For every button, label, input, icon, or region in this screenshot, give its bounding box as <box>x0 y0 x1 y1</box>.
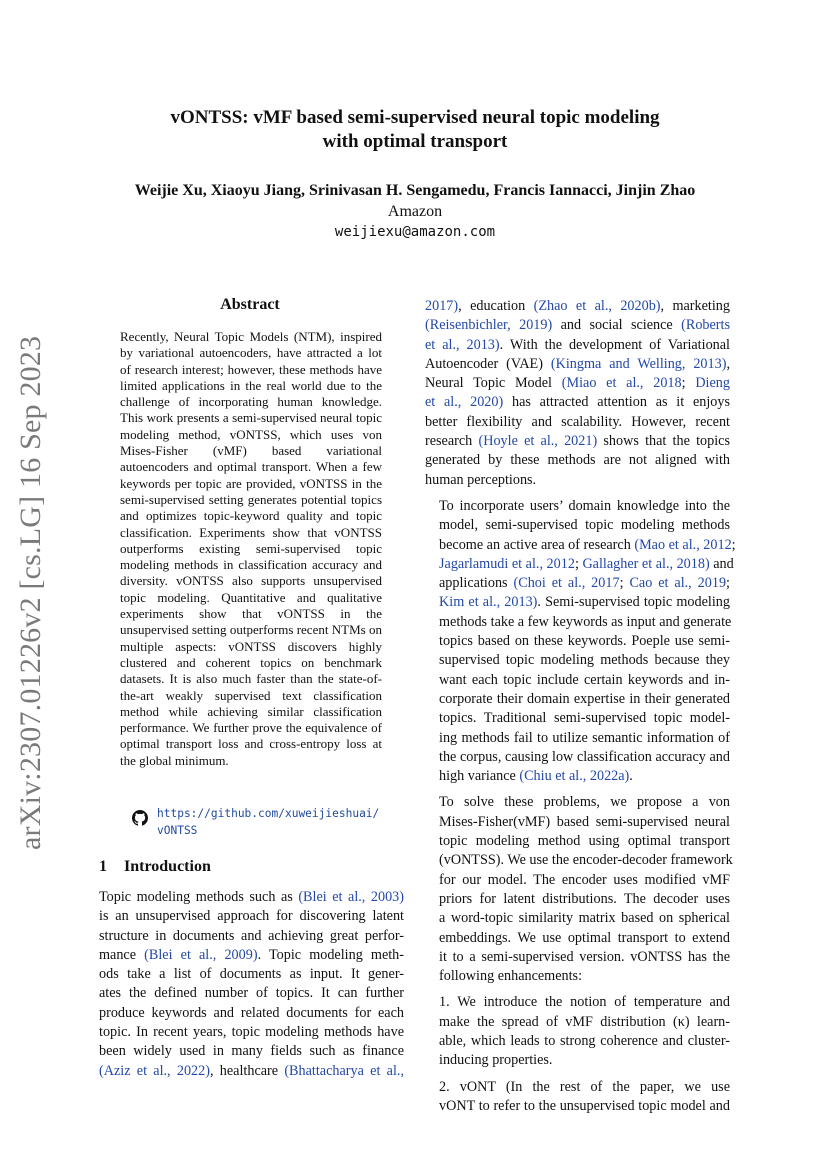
text-run: been widely used in many fields such as finance <box>99 1043 404 1060</box>
text-line <box>425 690 730 709</box>
abstract-heading: Abstract <box>220 296 280 313</box>
text-run: Topic modeling methods such as <box>99 889 299 905</box>
paragraph <box>425 497 736 786</box>
text-run: topics based on these keywords. Poeple use semi- <box>439 633 730 650</box>
text-run: the corpus, causing low classification accuracy and <box>439 748 730 765</box>
text-line <box>99 1042 404 1061</box>
text-run: topic modeling method using optimal transport <box>439 833 730 850</box>
citation-link[interactable]: (Chiu et al., 2022a) <box>519 768 630 785</box>
text-line <box>425 374 730 393</box>
text-line <box>99 946 404 965</box>
text-line <box>425 393 730 412</box>
text-run: Mises-Fisher(vMF) based semi-supervised neural <box>439 813 730 830</box>
text-line <box>425 432 730 451</box>
citation-link[interactable]: (Hoyle et al., 2021) <box>478 433 598 450</box>
text-run: and social science <box>552 317 682 334</box>
citation-link[interactable]: (Miao et al., 2018 <box>561 375 682 392</box>
introduction-left-column <box>99 888 404 1081</box>
text-run: . <box>629 768 633 785</box>
text-run: make the spread of vMF distribution (κ) learn- <box>439 1013 730 1030</box>
text-line <box>425 336 730 355</box>
text-run: mance <box>99 946 145 963</box>
text-line <box>99 907 404 926</box>
text-run: better flexibility and scalability. However, recent <box>425 413 730 430</box>
text-run: Autoencoder (VAE) <box>425 355 551 372</box>
github-icon <box>132 810 148 826</box>
section-heading-introduction <box>99 858 211 876</box>
text-line <box>425 471 730 490</box>
text-run: topic. In recent years, topic modeling methods have <box>99 1024 404 1041</box>
text-line <box>425 1097 730 1116</box>
text-run: Neural Topic Model <box>425 375 562 392</box>
text-run: . Semi-supervised topic modeling <box>537 594 730 611</box>
text-line <box>425 555 734 574</box>
citation-link[interactable]: (Mao et al., 2012 <box>634 536 732 553</box>
citation-link[interactable]: (Blei et al., 2003) <box>298 889 405 905</box>
text-line <box>99 965 404 984</box>
text-run: applications <box>439 575 514 592</box>
paragraph <box>425 1078 730 1117</box>
text-run: model, semi-supervised topic modeling methods <box>439 517 730 534</box>
text-line <box>425 793 730 812</box>
text-line <box>425 890 730 909</box>
text-run: able, which leads to strong coherence and cluster- <box>439 1032 730 1049</box>
citation-link[interactable]: (Zhao et al., 2020b) <box>533 298 661 314</box>
text-run: produce keywords and related documents for each <box>99 1004 404 1021</box>
arxiv-identifier: arXiv:2307.01226v2 [cs.LG] 16 Sep 2023 <box>14 335 47 850</box>
citation-link[interactable]: Gallagher et al., 2018) <box>582 555 710 572</box>
text-run: (vONTSS). We use the encoder-decoder framework <box>439 852 733 869</box>
text-line <box>99 1023 404 1042</box>
citation-link[interactable]: Dieng <box>695 375 730 392</box>
text-line <box>99 1004 404 1023</box>
text-line <box>425 651 730 670</box>
text-run: vONT to refer to the unsupervised topic model and <box>439 1097 730 1114</box>
text-run: structure in documents and achieving great perfor- <box>99 927 404 944</box>
text-run: for our model. The encoder uses modified vMF <box>439 871 730 888</box>
text-run: ; <box>681 375 696 392</box>
citation-link[interactable]: (Aziz et al., 2022) <box>99 1062 210 1079</box>
citation-link[interactable]: (Choi et al., 2017 <box>513 575 620 592</box>
introduction-right-column <box>425 297 736 1123</box>
paper-title <box>120 106 710 154</box>
text-line <box>425 516 730 535</box>
citation-link[interactable]: (Kingma and Welling, 2013) <box>550 355 727 372</box>
paper-title-line: vONTSS: vMF based semi-supervised neural topic modeling <box>170 107 660 128</box>
text-line <box>425 316 730 335</box>
text-run: To solve these problems, we propose a von <box>439 794 730 811</box>
text-line <box>425 497 730 516</box>
text-line <box>425 767 730 786</box>
text-run: and <box>709 555 734 572</box>
text-line <box>425 967 730 986</box>
citation-link[interactable]: Cao et al., 2019 <box>629 575 727 592</box>
text-run: , healthcare <box>209 1062 285 1079</box>
text-line <box>99 927 404 946</box>
text-line <box>425 1078 730 1097</box>
text-run: want each topic include certain keywords and in- <box>439 671 730 688</box>
text-run: become an active area of research <box>439 536 635 553</box>
text-line <box>425 871 730 890</box>
text-run: ; <box>726 575 730 592</box>
text-line <box>425 671 730 690</box>
text-run: is an unsupervised approach for discovering latent <box>99 908 404 925</box>
text-line <box>425 929 730 948</box>
text-run: has attracted attention as it enjoys <box>503 394 730 411</box>
text-line <box>425 813 730 832</box>
text-run: ; <box>619 575 630 592</box>
text-line <box>425 993 730 1012</box>
paragraph <box>425 793 733 986</box>
citation-link[interactable]: et al., 2020) <box>425 394 504 411</box>
text-line <box>425 613 730 632</box>
citation-link[interactable]: (Bhattacharya et al., <box>284 1062 404 1079</box>
citation-link[interactable]: (Blei et al., 2009) <box>144 946 258 963</box>
text-line <box>425 297 730 316</box>
text-run: . With the development of Variational <box>499 336 730 353</box>
text-run: To incorporate users’ domain knowledge into the <box>439 497 730 514</box>
text-run: generated by these methods are not aligned with <box>425 452 730 469</box>
text-run: 2. vONT (In the rest of the paper, we use <box>439 1078 730 1095</box>
text-run: it to a semi-supervised version. vONTSS has the <box>439 948 730 965</box>
repo-url[interactable] <box>157 805 397 839</box>
affiliation: Amazon <box>387 203 443 220</box>
text-run: corporate their domain expertise in their generated <box>439 690 730 707</box>
text-line <box>99 984 404 1003</box>
text-run: ates the defined number of topics. It can further <box>99 985 404 1002</box>
text-line <box>425 355 730 374</box>
section-number: 1 <box>99 858 107 875</box>
repo-url-line[interactable]: vONTSS <box>157 824 198 837</box>
text-run: ; <box>574 555 583 572</box>
text-run: , <box>726 355 730 372</box>
text-run: inducing properties. <box>439 1052 553 1069</box>
citation-link[interactable]: (Reisenbichler, 2019) <box>425 317 553 334</box>
text-line <box>425 948 730 967</box>
citation-link[interactable]: Jagarlamudi et al., 2012 <box>439 555 575 572</box>
text-line <box>425 851 733 870</box>
text-run: topics. Traditional semi-supervised topic model- <box>439 710 730 727</box>
text-line <box>99 888 404 907</box>
text-run: high variance <box>439 768 520 785</box>
paper-title-line: with optimal transport <box>322 131 508 152</box>
text-run: following enhancements: <box>439 968 583 985</box>
text-line <box>425 729 730 748</box>
text-run: , education <box>458 298 534 314</box>
text-run: priors for latent distributions. The decoder uses <box>439 890 730 907</box>
text-run: embeddings. We use optimal transport to extend <box>439 929 730 946</box>
text-line <box>425 832 730 851</box>
text-line <box>425 909 730 928</box>
text-line <box>425 1032 730 1051</box>
text-line <box>425 632 730 651</box>
text-run: ; <box>731 536 736 553</box>
paragraph <box>425 993 730 1070</box>
text-line <box>425 451 730 470</box>
text-run: human perceptions. <box>425 471 537 488</box>
text-run: a word-topic similarity matrix based on spherical <box>439 910 730 927</box>
text-run: supervised topic modeling methods because they <box>439 652 730 669</box>
text-run: 1. We introduce the notion of temperature and <box>439 994 730 1011</box>
text-line <box>425 574 730 593</box>
paragraph <box>425 297 730 490</box>
text-run: ing methods fail to utilize semantic information of <box>439 729 730 746</box>
text-line <box>425 593 730 612</box>
text-line <box>425 413 730 432</box>
text-run: ods take a list of documents as input. It gener- <box>99 966 404 983</box>
author-email: weijiexu@amazon.com <box>334 224 496 240</box>
citation-link[interactable]: (Roberts <box>681 317 730 334</box>
citation-link[interactable]: et al., 2013) <box>425 336 500 353</box>
abstract-body: Recently, Neural Topic Models (NTM), inspired by variational autoencoders, have attracted a lot of research interest; however, these methods have limited applications in the real world due to the challenge of incorporating human knowledge. This work presents a semi-supervised neural topic modeling method, vONTSS, which uses von Mises-Fisher (vMF) based variational autoencoders and optimal transport. When a few keywords per topic are provided, vONTSS in the semi-supervised setting generates potential topics and optimizes topic-keyword quality and topic classification. Experiments show that vONTSS outperforms existing semi-supervised topic modeling methods in classification accuracy and diversity. vONTSS also supports unsupervised topic modeling. Quantitative and qualitative experiments show that vONTSS in the unsupervised setting outperforms recent NTMs on multiple aspects: vONTSS discovers highly clustered and coherent topics on benchmark datasets. It is also much faster than the state-of-the-art weakly supervised text classification method while achieving similar classification performance. We further prove the equivalence of optimal transport loss and cross-entropy loss at the global minimum. <box>120 329 382 768</box>
text-line <box>425 536 736 555</box>
text-line <box>425 748 730 767</box>
citation-link[interactable]: 2017) <box>425 298 459 314</box>
text-run: shows that the topics <box>597 433 730 450</box>
text-line <box>425 1051 730 1070</box>
author-list: Weijie Xu, Xiaoyu Jiang, Srinivasan H. Sengamedu, Francis Iannacci, Jinjin Zhao <box>134 182 696 199</box>
section-title: Introduction <box>124 858 211 875</box>
text-line <box>99 1062 404 1081</box>
text-line <box>425 709 730 728</box>
text-run: methods take a few keywords as input and generate <box>439 613 732 630</box>
text-run: . Topic modeling meth- <box>257 946 404 963</box>
citation-link[interactable]: Kim et al., 2013) <box>439 594 538 611</box>
repo-url-line[interactable]: https://github.com/xuweijieshuai/ <box>157 807 380 820</box>
text-run: , marketing <box>660 298 730 314</box>
text-run: research <box>425 433 479 450</box>
text-line <box>425 1013 730 1032</box>
